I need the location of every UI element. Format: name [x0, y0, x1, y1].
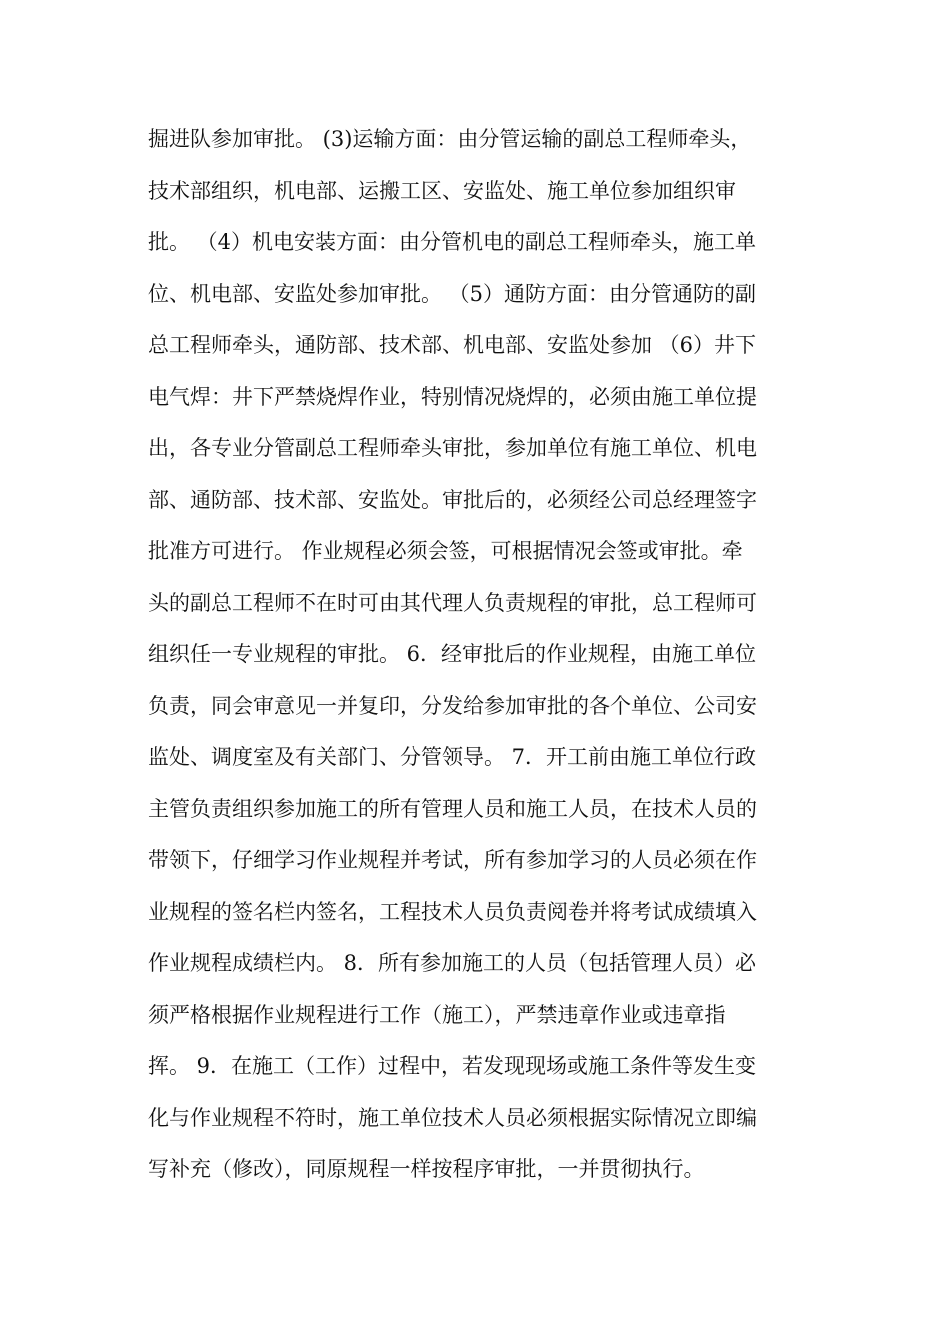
text-line: 批。 （4）机电安装方面：由分管机电的副总工程师牵头，施工单 [148, 230, 757, 254]
text-line: 监处、调度室及有关部门、分管领导。 7．开工前由施工单位行政 [148, 745, 757, 769]
text-line: 组织任一专业规程的审批。 6．经审批后的作业规程，由施工单位 [148, 642, 757, 666]
text-line: 业规程的签名栏内签名，工程技术人员负责阅卷并将考试成绩填入 [148, 899, 757, 924]
text-line: 位、机电部、安监处参加审批。 （5）通防方面：由分管通防的副 [148, 281, 757, 306]
text-line: 技术部组织，机电部、运搬工区、安监处、施工单位参加组织审 [148, 178, 736, 203]
text-line: 批准方可进行。 作业规程必须会签，可根据情况会签或审批。牵 [148, 539, 743, 563]
text-line: 写补充（修改），同原规程一样按程序审批，一并贯彻执行。 [148, 1157, 705, 1181]
text-line: 须严格根据作业规程进行工作（施工），严禁违章作业或违章指 [148, 1002, 726, 1027]
text-line: 头的副总工程师不在时可由其代理人负责规程的审批，总工程师可 [148, 590, 757, 615]
text-line: 化与作业规程不符时，施工单位技术人员必须根据实际情况立即编 [148, 1105, 757, 1130]
text-line: 电气焊：井下严禁烧焊作业，特别情况烧焊的，必须由施工单位提 [148, 384, 757, 409]
text-line: 总工程师牵头，通防部、技术部、机电部、安监处参加 （6）井下 [148, 333, 757, 357]
text-line: 部、通防部、技术部、安监处。审批后的，必须经公司总经理签字 [148, 487, 757, 512]
text-line: 负责，同会审意见一并复印，分发给参加审批的各个单位、公司安 [148, 693, 757, 718]
text-line: 带领下，仔细学习作业规程并考试，所有参加学习的人员必须在作 [148, 848, 757, 872]
text-line: 掘进队参加审批。 (3)运输方面：由分管运输的副总工程师牵头， [148, 127, 752, 151]
text-line: 主管负责组织参加施工的所有管理人员和施工人员，在技术人员的 [148, 796, 757, 821]
body-text [148, 118, 808, 1200]
text-line: 作业规程成绩栏内。 8．所有参加施工的人员（包括管理人员）必 [148, 951, 757, 975]
text-line: 挥。 9．在施工（工作）过程中，若发现现场或施工条件等发生变 [148, 1054, 757, 1078]
text-line: 出，各专业分管副总工程师牵头审批，参加单位有施工单位、机电 [148, 436, 757, 460]
